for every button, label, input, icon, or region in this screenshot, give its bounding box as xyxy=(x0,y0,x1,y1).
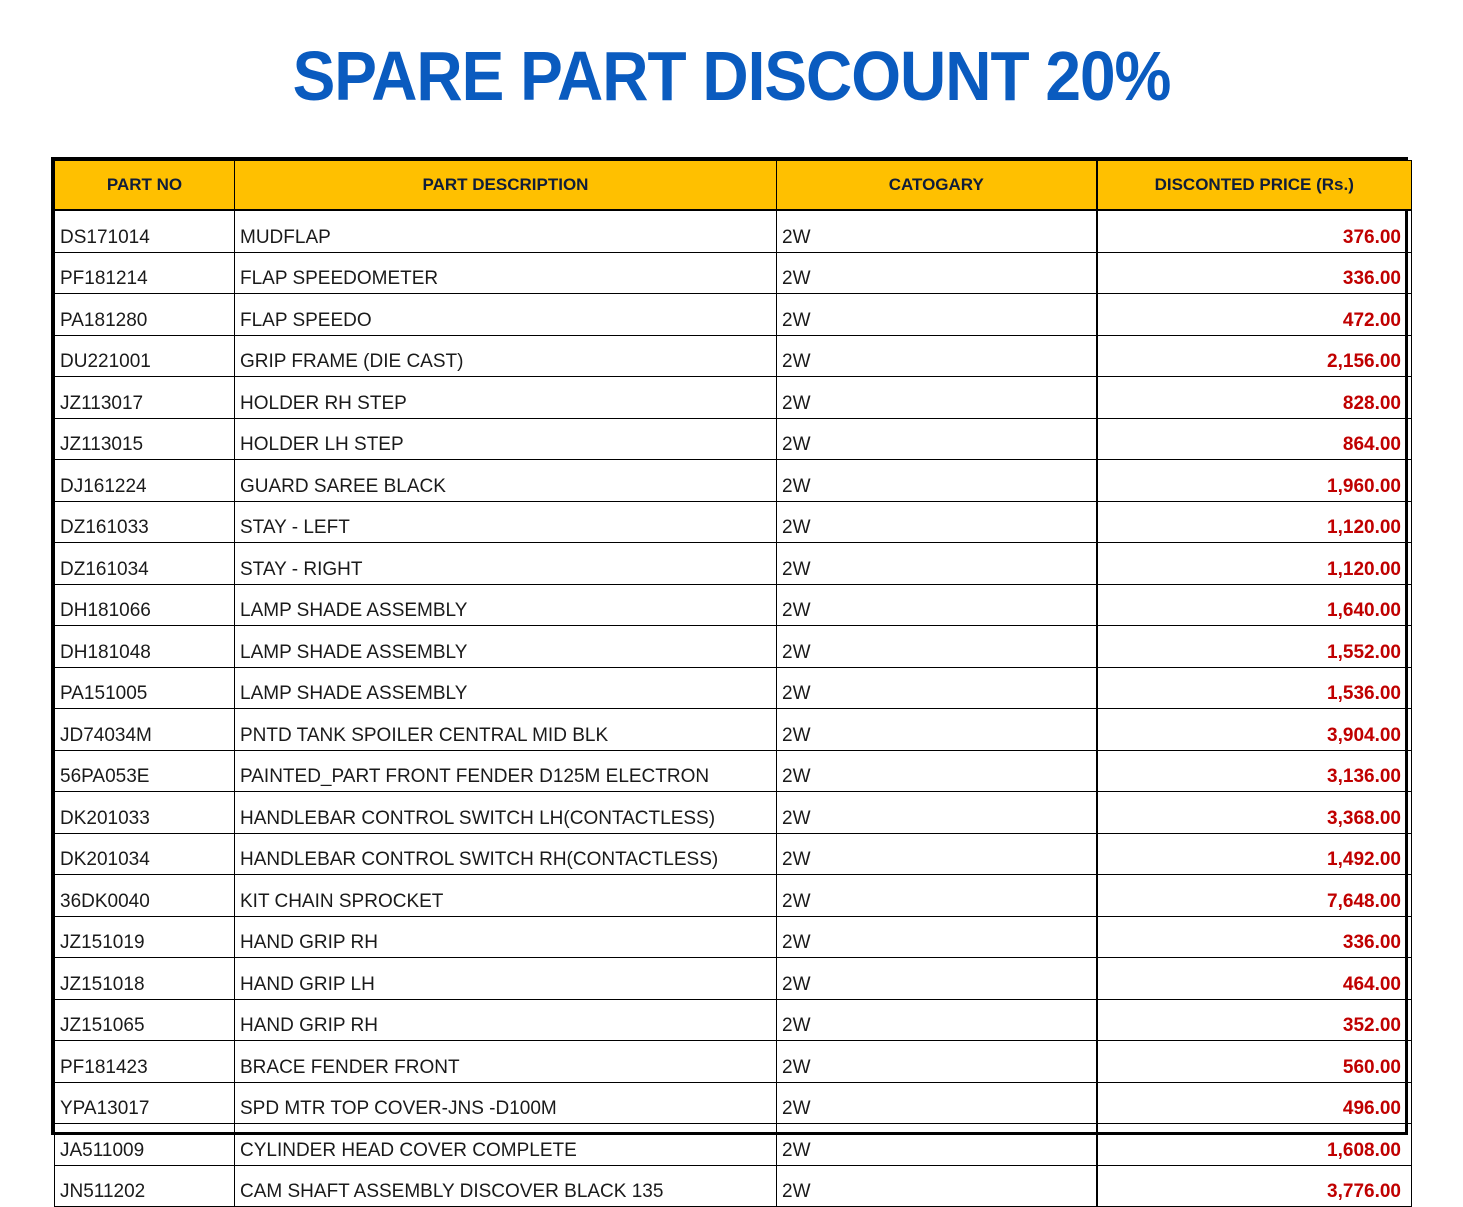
discounted-price-cell: 464.00 xyxy=(1097,958,1412,1000)
part-no-cell: JA511009 xyxy=(55,1124,235,1166)
discounted-price-cell: 3,368.00 xyxy=(1097,792,1412,834)
category-cell: 2W xyxy=(777,543,1097,585)
part-no-cell: 36DK0040 xyxy=(55,875,235,917)
table-row xyxy=(55,750,1412,792)
table-row xyxy=(55,1124,1412,1166)
discounted-price-cell: 1,552.00 xyxy=(1097,626,1412,668)
part-description-cell: HAND GRIP LH xyxy=(235,958,777,1000)
discounted-price-cell: 1,640.00 xyxy=(1097,584,1412,626)
category-cell: 2W xyxy=(777,210,1097,252)
discounted-price-cell: 1,120.00 xyxy=(1097,501,1412,543)
part-description-cell: HANDLEBAR CONTROL SWITCH RH(CONTACTLESS) xyxy=(235,833,777,875)
discounted-price-cell: 3,904.00 xyxy=(1097,709,1412,751)
category-cell: 2W xyxy=(777,584,1097,626)
category-cell: 2W xyxy=(777,418,1097,460)
part-no-cell: DH181048 xyxy=(55,626,235,668)
part-description-cell: LAMP SHADE ASSEMBLY xyxy=(235,626,777,668)
page-title: SPARE PART DISCOUNT 20% xyxy=(292,37,1171,115)
part-no-cell: JZ151019 xyxy=(55,916,235,958)
discounted-price-cell: 1,608.00 xyxy=(1097,1124,1412,1166)
category-cell: 2W xyxy=(777,377,1097,419)
part-no-cell: DU221001 xyxy=(55,335,235,377)
table-row xyxy=(55,418,1412,460)
part-no-cell: JZ151065 xyxy=(55,999,235,1041)
table-row xyxy=(55,916,1412,958)
category-cell: 2W xyxy=(777,875,1097,917)
part-no-cell: DZ161034 xyxy=(55,543,235,585)
part-no-cell: DH181066 xyxy=(55,584,235,626)
discounted-price-cell: 472.00 xyxy=(1097,294,1412,336)
discounted-price-cell: 336.00 xyxy=(1097,916,1412,958)
part-description-cell: HAND GRIP RH xyxy=(235,916,777,958)
part-no-cell: YPA13017 xyxy=(55,1082,235,1124)
table-row xyxy=(55,833,1412,875)
discounted-price-cell: 1,960.00 xyxy=(1097,460,1412,502)
category-cell: 2W xyxy=(777,1082,1097,1124)
discounted-price-cell: 352.00 xyxy=(1097,999,1412,1041)
table-row xyxy=(55,335,1412,377)
part-no-cell: JD74034M xyxy=(55,709,235,751)
table-body xyxy=(55,210,1412,1207)
part-description-cell: HOLDER LH STEP xyxy=(235,418,777,460)
discounted-price-cell: 496.00 xyxy=(1097,1082,1412,1124)
header-part-no: PART NO xyxy=(55,161,235,211)
part-no-cell: PF181423 xyxy=(55,1041,235,1083)
part-description-cell: GUARD SAREE BLACK xyxy=(235,460,777,502)
discounted-price-cell: 2,156.00 xyxy=(1097,335,1412,377)
table-row xyxy=(55,543,1412,585)
table-header-row xyxy=(55,161,1412,211)
category-cell: 2W xyxy=(777,833,1097,875)
part-description-cell: CAM SHAFT ASSEMBLY DISCOVER BLACK 135 xyxy=(235,1165,777,1207)
table-row xyxy=(55,294,1412,336)
discounted-price-cell: 1,536.00 xyxy=(1097,667,1412,709)
header-discounted-price: DISCONTED PRICE (Rs.) xyxy=(1097,161,1412,211)
category-cell: 2W xyxy=(777,460,1097,502)
discounted-price-cell: 3,136.00 xyxy=(1097,750,1412,792)
part-no-cell: DK201033 xyxy=(55,792,235,834)
part-description-cell: KIT CHAIN SPROCKET xyxy=(235,875,777,917)
table-row xyxy=(55,252,1412,294)
header-category: CATOGARY xyxy=(777,161,1097,211)
part-no-cell: DK201034 xyxy=(55,833,235,875)
table-row xyxy=(55,1165,1412,1207)
part-description-cell: PAINTED_PART FRONT FENDER D125M ELECTRON xyxy=(235,750,777,792)
part-description-cell: MUDFLAP xyxy=(235,210,777,252)
category-cell: 2W xyxy=(777,1165,1097,1207)
header-part-description: PART DESCRIPTION xyxy=(235,161,777,211)
discounted-price-cell: 3,776.00 xyxy=(1097,1165,1412,1207)
part-no-cell: JZ151018 xyxy=(55,958,235,1000)
discounted-price-cell: 864.00 xyxy=(1097,418,1412,460)
discounted-price-cell: 1,492.00 xyxy=(1097,833,1412,875)
part-no-cell: PA181280 xyxy=(55,294,235,336)
category-cell: 2W xyxy=(777,1124,1097,1166)
part-description-cell: HAND GRIP RH xyxy=(235,999,777,1041)
table-row xyxy=(55,377,1412,419)
category-cell: 2W xyxy=(777,750,1097,792)
discounted-price-cell: 828.00 xyxy=(1097,377,1412,419)
table-row xyxy=(55,584,1412,626)
table-row xyxy=(55,667,1412,709)
part-description-cell: GRIP FRAME (DIE CAST) xyxy=(235,335,777,377)
part-no-cell: DJ161224 xyxy=(55,460,235,502)
category-cell: 2W xyxy=(777,626,1097,668)
part-description-cell: LAMP SHADE ASSEMBLY xyxy=(235,667,777,709)
part-description-cell: FLAP SPEEDO xyxy=(235,294,777,336)
table-row xyxy=(55,1041,1412,1083)
category-cell: 2W xyxy=(777,958,1097,1000)
table-row xyxy=(55,626,1412,668)
part-description-cell: LAMP SHADE ASSEMBLY xyxy=(235,584,777,626)
discounted-price-cell: 1,120.00 xyxy=(1097,543,1412,585)
table-row xyxy=(55,1082,1412,1124)
category-cell: 2W xyxy=(777,252,1097,294)
part-no-cell: JZ113017 xyxy=(55,377,235,419)
part-no-cell: PA151005 xyxy=(55,667,235,709)
category-cell: 2W xyxy=(777,1041,1097,1083)
table-row xyxy=(55,875,1412,917)
part-description-cell: HANDLEBAR CONTROL SWITCH LH(CONTACTLESS) xyxy=(235,792,777,834)
category-cell: 2W xyxy=(777,501,1097,543)
table-row xyxy=(55,460,1412,502)
table-row xyxy=(55,792,1412,834)
part-no-cell: DZ161033 xyxy=(55,501,235,543)
discounted-price-cell: 560.00 xyxy=(1097,1041,1412,1083)
table-row xyxy=(55,210,1412,252)
category-cell: 2W xyxy=(777,667,1097,709)
part-description-cell: HOLDER RH STEP xyxy=(235,377,777,419)
part-description-cell: BRACE FENDER FRONT xyxy=(235,1041,777,1083)
category-cell: 2W xyxy=(777,294,1097,336)
discounted-price-cell: 336.00 xyxy=(1097,252,1412,294)
part-description-cell: STAY - LEFT xyxy=(235,501,777,543)
part-no-cell: 56PA053E xyxy=(55,750,235,792)
discounted-price-cell: 7,648.00 xyxy=(1097,875,1412,917)
table-row xyxy=(55,709,1412,751)
part-description-cell: PNTD TANK SPOILER CENTRAL MID BLK xyxy=(235,709,777,751)
part-description-cell: CYLINDER HEAD COVER COMPLETE xyxy=(235,1124,777,1166)
part-description-cell: STAY - RIGHT xyxy=(235,543,777,585)
category-cell: 2W xyxy=(777,916,1097,958)
category-cell: 2W xyxy=(777,335,1097,377)
table-row xyxy=(55,501,1412,543)
part-no-cell: PF181214 xyxy=(55,252,235,294)
category-cell: 2W xyxy=(777,709,1097,751)
price-table-container xyxy=(51,157,1408,1202)
category-cell: 2W xyxy=(777,792,1097,834)
part-no-cell: JZ113015 xyxy=(55,418,235,460)
table-row xyxy=(55,958,1412,1000)
part-no-cell: DS171014 xyxy=(55,210,235,252)
table-row xyxy=(55,999,1412,1041)
part-no-cell: JN511202 xyxy=(55,1165,235,1207)
discounted-price-cell: 376.00 xyxy=(1097,210,1412,252)
price-table xyxy=(54,160,1412,1207)
part-description-cell: FLAP SPEEDOMETER xyxy=(235,252,777,294)
part-description-cell: SPD MTR TOP COVER-JNS -D100M xyxy=(235,1082,777,1124)
category-cell: 2W xyxy=(777,999,1097,1041)
